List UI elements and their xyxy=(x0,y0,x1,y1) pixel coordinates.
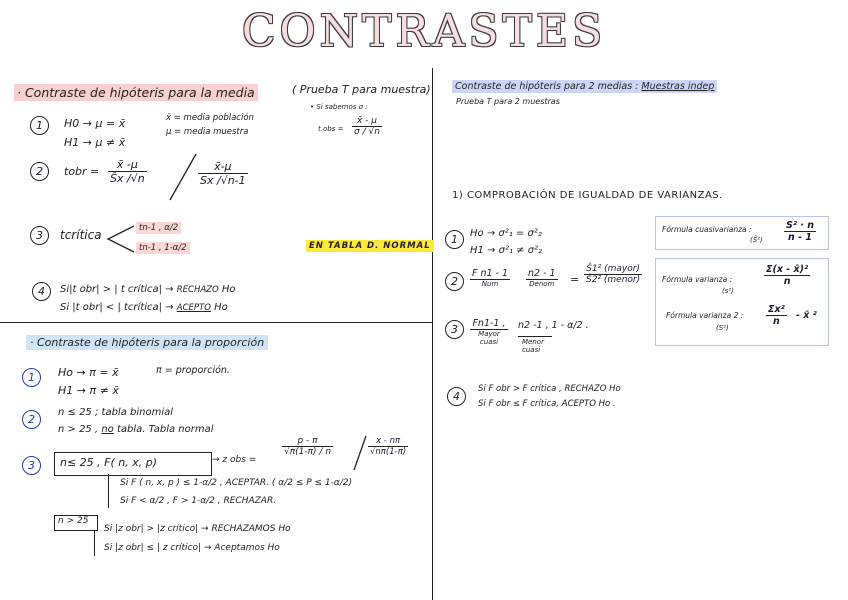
s4-line1-b: RECHAZO xyxy=(176,285,219,295)
prop-step1-number: 1 xyxy=(22,368,41,387)
s3-label: tcrítica xyxy=(60,228,102,242)
tobs-num: x̄ - μ xyxy=(352,116,382,127)
tobs-den: σ / √n xyxy=(354,127,380,137)
s1-h1: H1 → μ ≠ x̄ xyxy=(64,136,126,149)
p3-box-text: n≤ 25 , F( n, x, p) xyxy=(60,456,158,469)
slash-divider-2 xyxy=(352,434,368,472)
s2-fraction2 xyxy=(198,160,248,187)
p3-fraction2 xyxy=(368,436,408,457)
r-step3-number: 3 xyxy=(445,320,464,339)
s3-row2: tn-1 , 1-α/2 xyxy=(136,242,190,254)
page-title: CONTRASTES xyxy=(241,6,607,57)
p1-h0: Ho → π = x̄ xyxy=(58,366,119,379)
box1-fraction xyxy=(784,220,816,243)
step1-number: 1 xyxy=(30,116,49,135)
s2-den: Ŝx /√n xyxy=(110,172,145,185)
step3-number: 3 xyxy=(30,226,49,245)
box1-num: S² · n xyxy=(786,220,814,231)
s1-def1: x̄ = media población xyxy=(166,113,254,123)
r2-c-den: Ŝ2² (menor) xyxy=(586,275,641,285)
tobs-fraction xyxy=(352,116,382,137)
r4-l2: Si F obr ≤ F crítica, ACEPTO Ho . xyxy=(478,399,616,409)
p2-line2-b: no xyxy=(101,424,114,435)
p1-h1: H1 → π ≠ x̄ xyxy=(58,384,119,397)
section1-heading: · Contraste de hipóteris para la media xyxy=(14,84,258,101)
s2-num: x̄ -μ xyxy=(108,158,147,172)
r3-b-num: n2 -1 , 1 - α/2 . xyxy=(518,320,589,331)
s4-line1-a: Si|t obr| > | t crítica| → xyxy=(60,284,174,295)
r2-fraction-c xyxy=(584,264,642,285)
box3-sub: (S²) xyxy=(716,324,729,332)
p3-l2: Si F < α/2 , F > 1-α/2 , RECHAZAR. xyxy=(120,496,277,506)
p4-box-text: n > 25 xyxy=(58,516,89,526)
s4-line2-b: ACEPTO xyxy=(176,303,211,313)
r4-l1: Si F obr > F crítica , RECHAZO Ho xyxy=(478,384,621,394)
sigma-note: • Si sabemos σ : xyxy=(310,103,368,111)
p4-branch-line xyxy=(94,530,95,556)
r3-b-rule xyxy=(518,336,552,337)
vertical-divider xyxy=(432,68,433,600)
s2-den2: Sx /√n-1 xyxy=(200,174,246,187)
box2-label: Fórmula varianza : xyxy=(662,275,733,284)
right-heading1-underlined: Muestras indep xyxy=(641,81,715,92)
tobs-label: t obs = xyxy=(318,125,344,133)
r2-a-num: F n1 - 1 xyxy=(472,268,509,279)
p3-den2: √nπ(1-π) xyxy=(370,447,407,457)
box2-fraction xyxy=(764,264,810,287)
p1-def: π = proporción. xyxy=(156,365,230,376)
box2-den: n xyxy=(783,276,791,287)
p2-line2-a: n > 25 , xyxy=(58,424,99,435)
box1-label: Fórmula cuasivarianza : xyxy=(662,225,752,234)
s4-line2 xyxy=(60,302,228,313)
p3-num2: x - nπ xyxy=(368,436,408,447)
box2-sub: (s²) xyxy=(722,287,734,295)
right-subheading: 1) COMPROBACIÓN DE IGUALDAD DE VARIANZAS. xyxy=(452,190,723,201)
en-tabla-badge: EN TABLA D. NORMAL xyxy=(306,240,434,252)
s1-h0: H0 → μ = x̄ xyxy=(64,117,126,130)
r2-fraction-b xyxy=(526,268,558,288)
r-step4-number: 4 xyxy=(447,387,466,406)
r1-h1: H1 → σ²₁ ≠ σ²₂ xyxy=(470,245,543,256)
p3-fraction1 xyxy=(282,436,333,457)
box3-tail: - x̄ ² xyxy=(796,310,817,321)
s2-num2: x̄-μ xyxy=(198,160,248,174)
r2-b-den: Denom xyxy=(529,280,555,288)
r2-a-den: Num xyxy=(481,280,499,288)
r3-a-den: Mayor cuasi xyxy=(478,330,500,346)
r-step1-number: 1 xyxy=(445,230,464,249)
s3-row1: tn-1 , α/2 xyxy=(136,222,181,234)
r3-a-num: Fn1-1 , xyxy=(470,318,508,330)
bracket-icon xyxy=(106,224,136,254)
slash-divider xyxy=(168,152,198,202)
step4-number: 4 xyxy=(32,282,51,301)
right-heading1 xyxy=(452,80,717,93)
prop-step3-number: 3 xyxy=(22,456,41,475)
s4-line1 xyxy=(60,284,236,295)
p4-l2: Si |z obr| ≤ | z crítico| → Aceptamos Ho xyxy=(104,543,280,553)
box2-num: Σ(x - x̄)² xyxy=(766,264,809,275)
prop-step2-number: 2 xyxy=(22,410,41,429)
s4-line1-c: Ho xyxy=(221,284,236,295)
p3-zobs: → z obs = xyxy=(212,455,257,465)
right-heading1-text: Contraste de hipóteris para 2 medias : xyxy=(455,81,639,92)
section2-heading: · Contraste de hipóteris para la proporción xyxy=(26,335,268,350)
right-heading2: Prueba T para 2 muestras xyxy=(456,97,560,106)
p2-line2-c: tabla. Tabla normal xyxy=(117,424,214,435)
r2-b-num: n2 - 1 xyxy=(528,268,556,279)
box3-label: Fórmula varianza 2 : xyxy=(666,311,744,320)
box3-num: Σx² xyxy=(768,304,785,315)
s2-fraction1 xyxy=(108,158,147,185)
p3-branch-line xyxy=(108,474,109,508)
s1-def2: μ = media muestra xyxy=(166,127,249,137)
p2-line2 xyxy=(58,424,214,435)
r2-fraction-a xyxy=(470,268,510,288)
p3-den: √π(1-π) / n xyxy=(284,447,332,457)
box3-fraction xyxy=(766,304,787,327)
r3-b-den: Menor cuasi xyxy=(522,338,544,354)
p3-num: p - π xyxy=(282,436,333,447)
box1-sub: (Ŝ²) xyxy=(750,236,763,244)
p4-l1: Si |z obr| > |z crítico| → RECHAZAMOS Ho xyxy=(104,524,291,534)
s2-tobr: tobr = xyxy=(64,165,100,178)
r3-fraction-a xyxy=(470,318,508,346)
box1-den: n - 1 xyxy=(788,232,812,243)
s4-line2-a: Si |t obr| < | tcrítica| → xyxy=(60,302,174,313)
r2-c-num: Ŝ1² (mayor) xyxy=(584,264,642,275)
r2-eq: = xyxy=(570,273,580,286)
p3-l1: Si F ( n, x, p ) ≤ 1-α/2 , ACEPTAR. ( α/2 ≤ P ≤ 1-α/2) xyxy=(120,478,353,488)
section1-paren: ( Prueba T para muestra) xyxy=(292,83,431,96)
p2-line1: n ≤ 25 ; tabla binomial xyxy=(58,407,174,418)
step2-number: 2 xyxy=(30,162,49,181)
r-step2-number: 2 xyxy=(445,272,464,291)
box3-den: n xyxy=(773,316,780,327)
s4-line2-c: Ho xyxy=(214,302,228,313)
r1-h0: Ho → σ²₁ = σ²₂ xyxy=(470,228,542,239)
horizontal-divider xyxy=(0,322,432,323)
